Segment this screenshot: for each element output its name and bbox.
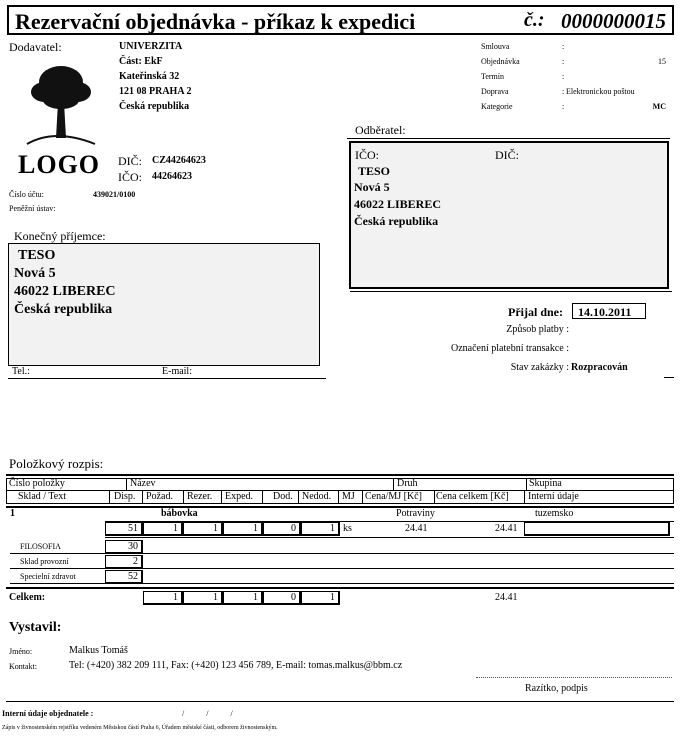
col-name: Název: [130, 478, 156, 489]
tree-logo-icon: [25, 58, 97, 148]
issuer-contact: Tel: (+420) 382 209 111, Fax: (+420) 123 456 789, E-mail: tomas.malkus@bbm.cz: [69, 660, 403, 671]
supplier-street: Kateřinská 32: [119, 71, 180, 82]
item-kind: Potraviny: [396, 508, 435, 519]
col-divider: [109, 490, 110, 504]
store-qty: 2: [105, 555, 143, 569]
customer-country: Česká republika: [354, 214, 439, 228]
supplier-dic-label: DIČ:: [118, 154, 142, 168]
item-delivered: 0: [263, 522, 301, 536]
payment-label: Způsob platby :: [506, 324, 569, 335]
total-undelivered: 1: [301, 591, 340, 605]
store-qty: 30: [105, 540, 143, 554]
tel-label: Tel.:: [12, 366, 30, 377]
col-total-price: Cena celkem [Kč]: [436, 491, 509, 502]
issuer-title: Vystavil:: [9, 620, 62, 635]
issuer-contact-label: Kontakt:: [9, 662, 37, 671]
meta-label: Doprava: [481, 87, 509, 96]
col-undelivered: Nedod.: [302, 491, 332, 502]
total-expedited: 1: [223, 591, 263, 605]
customer-street: Nová 5: [354, 180, 390, 194]
stores-top-line: [105, 537, 674, 538]
col-kind: Druh: [397, 478, 418, 489]
customer-ico-label: IČO:: [355, 148, 379, 162]
items-header-bottom: [6, 506, 674, 508]
col-group: Skupina: [529, 478, 562, 489]
supplier-part: Část: EkF: [119, 56, 163, 67]
logo-text: LOGO: [18, 150, 101, 179]
issuer-bottom-line: [6, 701, 674, 702]
col-divider: [183, 490, 184, 504]
col-delivered: Dod.: [273, 491, 293, 502]
supplier-name: UNIVERZITA: [119, 41, 183, 52]
col-divider: [298, 490, 299, 504]
store-name: Sklad provozní: [20, 557, 69, 566]
col-item-number: Číslo položky: [9, 478, 65, 489]
col-divider: [434, 490, 435, 504]
recipient-divider: [8, 378, 326, 379]
col-disp: Disp.: [114, 491, 136, 502]
order-info-divider: [350, 291, 672, 292]
supplier-label: Dodavatel:: [9, 40, 62, 54]
supplier-country: Česká republika: [119, 101, 190, 112]
meta-colon: :: [562, 57, 565, 66]
internal-data-label: Interní údaje objednatele :: [2, 709, 94, 718]
col-expedited: Exped.: [225, 491, 254, 502]
item-unit-price: 24.41: [405, 523, 428, 534]
status-label: Stav zakázky :: [510, 362, 569, 373]
customer-divider: [347, 138, 670, 139]
col-divider: [142, 490, 143, 504]
issuer-name-label: Jméno:: [9, 647, 33, 656]
col-divider: [126, 478, 127, 490]
recipient-label: Konečný příjemce:: [14, 229, 106, 243]
email-label: E-mail:: [162, 366, 192, 377]
supplier-dic: CZ44264623: [152, 155, 206, 166]
meta-label: Termín: [481, 72, 504, 81]
total-reserved: 1: [183, 591, 223, 605]
item-name: bábovka: [161, 508, 198, 519]
meta-label: Objednávka: [481, 57, 520, 66]
col-divider: [262, 490, 263, 504]
items-title: Položkový rozpis:: [9, 456, 104, 471]
col-internal: Interní údaje: [528, 491, 579, 502]
account-number: 439021/0100: [93, 190, 136, 199]
store-divider: [10, 583, 674, 584]
col-reserved: Rezer.: [187, 491, 213, 502]
internal-data-value: / / /: [182, 709, 233, 718]
total-price: 24.41: [495, 592, 518, 603]
col-divider: [393, 478, 394, 490]
item-undelivered: 1: [301, 522, 340, 536]
customer-city: 46022 LIBEREC: [354, 197, 442, 211]
customer-label: Odběratel:: [355, 123, 406, 137]
status-divider: [664, 377, 674, 378]
meta-label: Smlouva: [481, 42, 510, 51]
account-label: Číslo účtu:: [9, 190, 44, 199]
recipient-name: TESO: [18, 248, 56, 263]
footer-note: Zápis v živnostenském rejstříku vedeném Městskou částí Praha 6, Úřadem městské části, odborem živnostenským.: [2, 725, 278, 731]
totals-top-line: [6, 587, 674, 589]
col-divider: [526, 478, 527, 490]
total-required: 1: [143, 591, 183, 605]
items-top-line: [6, 474, 674, 476]
item-expedited: 1: [223, 522, 263, 536]
meta-colon: :: [562, 102, 565, 111]
order-number: 0000000015: [561, 9, 666, 33]
transaction-label: Označení platební transakce :: [451, 343, 569, 354]
meta-value: 15: [658, 57, 666, 66]
recipient-country: Česká republika: [14, 302, 113, 317]
item-number: 1: [10, 508, 15, 519]
store-name: Specielní zdravot: [20, 572, 76, 581]
recipient-street: Nová 5: [14, 266, 56, 281]
store-divider: [10, 568, 674, 569]
stamp-signature: Razítko, podpis: [525, 683, 588, 694]
meta-colon: :: [562, 42, 565, 51]
meta-colon: :: [562, 72, 565, 81]
col-divider: [221, 490, 222, 504]
store-divider: [10, 553, 674, 554]
accepted-label: Přijal dne:: [508, 305, 563, 319]
total-delivered: 0: [263, 591, 301, 605]
col-store: Sklad / Text: [18, 491, 67, 502]
supplier-ico: 44264623: [152, 171, 192, 182]
customer-name: TESO: [358, 164, 391, 178]
order-number-label: č.:: [524, 9, 545, 31]
col-required: Požad.: [146, 491, 173, 502]
col-divider: [338, 490, 339, 504]
item-disp: 51: [105, 522, 143, 536]
col-unit: MJ: [342, 491, 355, 502]
issuer-name: Malkus Tomáš: [69, 645, 128, 656]
meta-colon: :: [562, 87, 565, 96]
item-total-price: 24.41: [495, 523, 518, 534]
supplier-city: 121 08 PRAHA 2: [119, 86, 192, 97]
bank-label: Peněžní ústav:: [9, 204, 56, 213]
customer-dic-label: DIČ:: [495, 148, 519, 162]
item-reserved: 1: [183, 522, 223, 536]
item-internal-field[interactable]: [524, 522, 670, 536]
col-unit-price: Cena/MJ [Kč]: [365, 491, 422, 502]
supplier-ico-label: IČO:: [118, 170, 142, 184]
item-group: tuzemsko: [535, 508, 574, 519]
col-divider: [362, 490, 363, 504]
meta-label: Kategorie: [481, 102, 513, 111]
total-label: Celkem:: [9, 592, 46, 603]
store-qty: 52: [105, 570, 143, 584]
item-required: 1: [143, 522, 183, 536]
col-divider: [524, 490, 525, 504]
recipient-city: 46022 LIBEREC: [14, 284, 116, 299]
store-name: FILOSOFIA: [20, 542, 61, 551]
item-unit: ks: [343, 523, 352, 534]
status-value: Rozpracován: [571, 362, 628, 373]
signature-line: [476, 677, 672, 678]
page-title: Rezervační objednávka - příkaz k expedici: [15, 9, 416, 34]
meta-value: MC: [652, 102, 666, 111]
meta-value: Elektronickou poštou: [566, 87, 635, 96]
accepted-date: 14.10.2011: [578, 305, 632, 319]
